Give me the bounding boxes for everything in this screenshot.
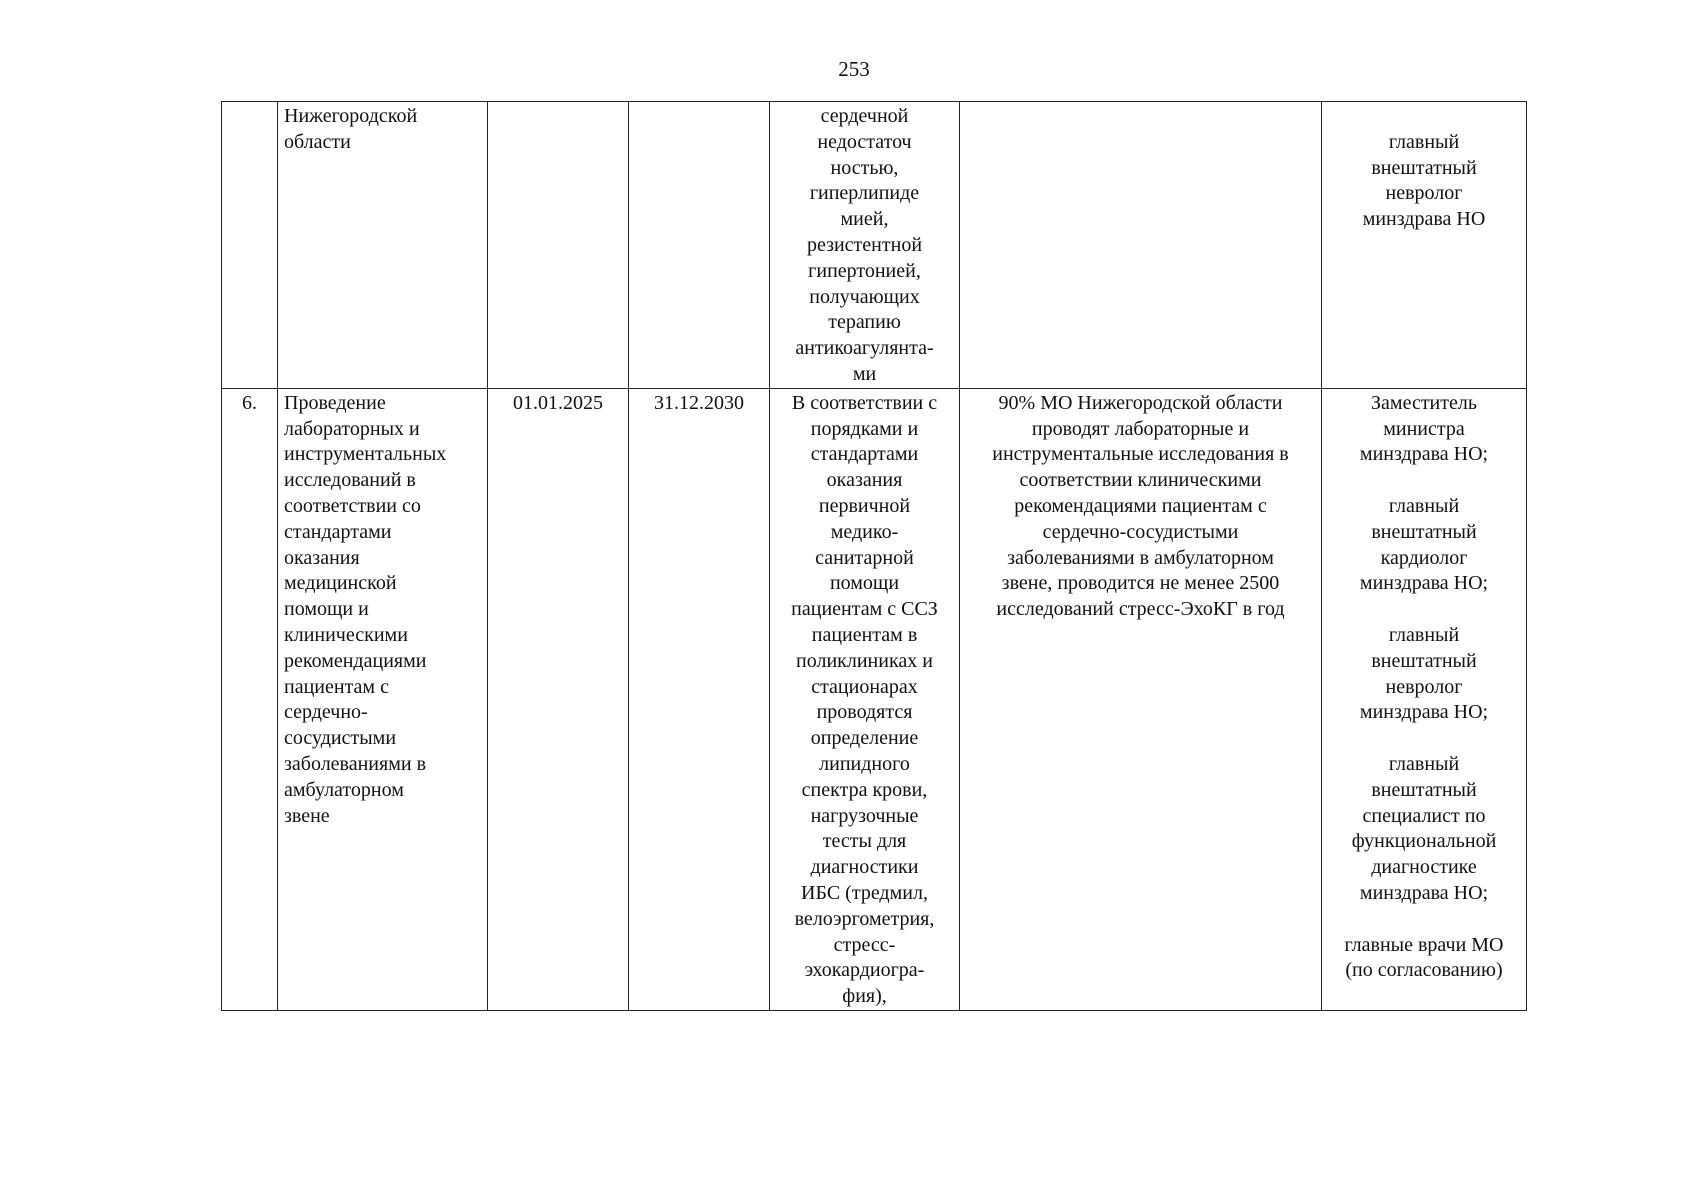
cell-text-line: медико- (830, 520, 899, 543)
cell-description (770, 388, 960, 1010)
cell-text-line: внештатный (1371, 778, 1477, 801)
cell-text-line: тесты для (822, 830, 907, 853)
cell-responsible (1322, 388, 1527, 1010)
cell-text-line: (по согласованию) (1345, 959, 1503, 982)
cell-start-date (488, 102, 629, 389)
cell-text-line: фия), (842, 985, 887, 1008)
cell-text-line: минздрава НО; (1359, 572, 1489, 595)
table-row (222, 388, 1527, 1010)
cell-text-line: оказания (826, 469, 903, 492)
cell-text-line: лабораторных и (284, 417, 420, 440)
cell-text-line: главный (1388, 130, 1460, 153)
cell-text-line: терапию (828, 311, 901, 334)
cell-text-line: специалист по (1362, 804, 1486, 827)
cell-number (222, 102, 278, 389)
cell-text-line: соответствии со (284, 494, 421, 517)
cell-text: 31.12.2030 (654, 391, 744, 414)
cell-text-line: минздрава НО; (1359, 701, 1489, 724)
cell-text-line: инструментальные исследования в (992, 443, 1289, 466)
cell-text-line: исследований стресс-ЭхоКГ в год (996, 598, 1285, 621)
cell-text-line: минздрава НО; (1359, 443, 1489, 466)
cell-text-line: министра (1383, 417, 1465, 440)
cell-text-line: сердечно- (284, 701, 368, 724)
cell-text-line: первичной (818, 494, 911, 517)
cell-description (770, 102, 960, 389)
cell-text-line: Заместитель (1371, 391, 1477, 414)
measures-table (221, 101, 1527, 1011)
cell-text-line: стандартами (284, 520, 392, 543)
cell-text-line: соответствии клиническими (1019, 469, 1262, 492)
cell-text-line: пациентам с (284, 675, 389, 698)
cell-text-line: кардиолог (1380, 546, 1468, 569)
table-row (222, 102, 1527, 389)
cell-responsible (1322, 102, 1527, 389)
cell-text-line: амбулаторном (284, 778, 404, 801)
cell-text-line: внештатный (1371, 649, 1477, 672)
cell-text-line: Нижегородской (284, 105, 418, 127)
cell-text-line: рекомендациями пациентам с (1014, 494, 1267, 517)
cell-text-line: получающих (809, 285, 920, 308)
cell-text: 6. (242, 391, 257, 414)
cell-text-line: главный (1388, 623, 1460, 646)
cell-text-line: клиническими (284, 623, 408, 646)
cell-text-line: области (284, 130, 351, 153)
cell-text-line: стандартами (810, 443, 919, 466)
cell-text-line: заболеваниями в (284, 752, 427, 775)
cell-text-line: оказания (284, 546, 360, 569)
page-number: 253 (838, 57, 870, 81)
cell-text-line: В соответствии с (791, 391, 938, 414)
cell-text-line: Проведение (284, 391, 386, 414)
cell-text-line: проводят лабораторные и (1031, 417, 1250, 440)
cell-text-line: сосудистыми (284, 727, 397, 750)
cell-result (960, 388, 1322, 1010)
cell-text-line: минздрава НО (1362, 208, 1486, 231)
cell-result (960, 102, 1322, 389)
cell-text-line: гиперлипиде (809, 182, 920, 205)
cell-text-line: звене, проводится не менее 2500 (1001, 572, 1280, 595)
cell-text-line: помощи и (284, 598, 369, 621)
cell-text-line: спектра крови, (801, 778, 928, 801)
cell-text-line: невролог (1385, 182, 1463, 205)
cell-text-line: пациентам в (811, 623, 918, 646)
cell-number (222, 388, 278, 1010)
cell-text-line: рекомендациями (284, 649, 427, 672)
cell-text-line: резистентной (806, 233, 923, 256)
cell-text-line: липидного (819, 752, 910, 775)
cell-text-line: определение (810, 727, 919, 750)
cell-text-line: инструментальных (284, 443, 447, 466)
cell-text-line: ИБС (тредмил, (801, 881, 928, 904)
cell-text-line: главные врачи МО (1344, 933, 1504, 956)
cell-text-line: поликлиниках и (796, 649, 933, 672)
cell-text-line: стационарах (811, 675, 918, 698)
cell-text-line: главный (1388, 752, 1460, 775)
cell-text-line: недостаточ (817, 130, 912, 153)
cell-text-line: функциональной (1351, 830, 1497, 853)
cell-text-line: внештатный (1371, 156, 1477, 179)
cell-text-line: невролог (1385, 675, 1463, 698)
cell-text-line: главный (1388, 494, 1460, 517)
cell-text-line: внештатный (1371, 520, 1477, 543)
cell-text: 01.01.2025 (513, 391, 603, 414)
cell-text-line: сердечно-сосудистыми (1042, 520, 1239, 543)
cell-text-line: ми (852, 362, 877, 385)
cell-text-line: диагностики (810, 856, 919, 879)
cell-measure-name (278, 102, 488, 389)
cell-text-line: стресс- (833, 933, 896, 956)
cell-start-date (488, 388, 629, 1010)
cell-text-line: звене (284, 804, 330, 827)
cell-text-line: эхокардиогра- (804, 959, 925, 982)
cell-text-line: сердечной (820, 105, 909, 127)
cell-measure-name (278, 388, 488, 1010)
cell-text-line: пациентам с ССЗ (791, 598, 938, 621)
cell-text-line: медицинской (284, 572, 397, 595)
cell-text-line: помощи (829, 572, 900, 595)
cell-text-line: 90% МО Нижегородской области (998, 391, 1283, 414)
cell-text-line: исследований в (284, 469, 416, 492)
cell-text-line: минздрава НО; (1359, 881, 1489, 904)
cell-text-line: антикоагулянта- (795, 337, 934, 360)
cell-text-line: гипертонией, (808, 259, 921, 282)
cell-text-line: диагностике (1371, 856, 1477, 879)
cell-text-line: заболеваниями в амбулаторном (1007, 546, 1274, 569)
cell-text-line: мией, (840, 208, 889, 231)
cell-text-line: санитарной (815, 546, 914, 569)
cell-text-line: порядками и (810, 417, 919, 440)
cell-text-line: велоэргометрия, (794, 907, 935, 930)
cell-text-line: проводятся (816, 701, 913, 724)
cell-end-date (629, 102, 770, 389)
cell-text-line: нагрузочные (810, 804, 919, 827)
cell-end-date (629, 388, 770, 1010)
cell-text-line: ностью, (830, 156, 899, 179)
